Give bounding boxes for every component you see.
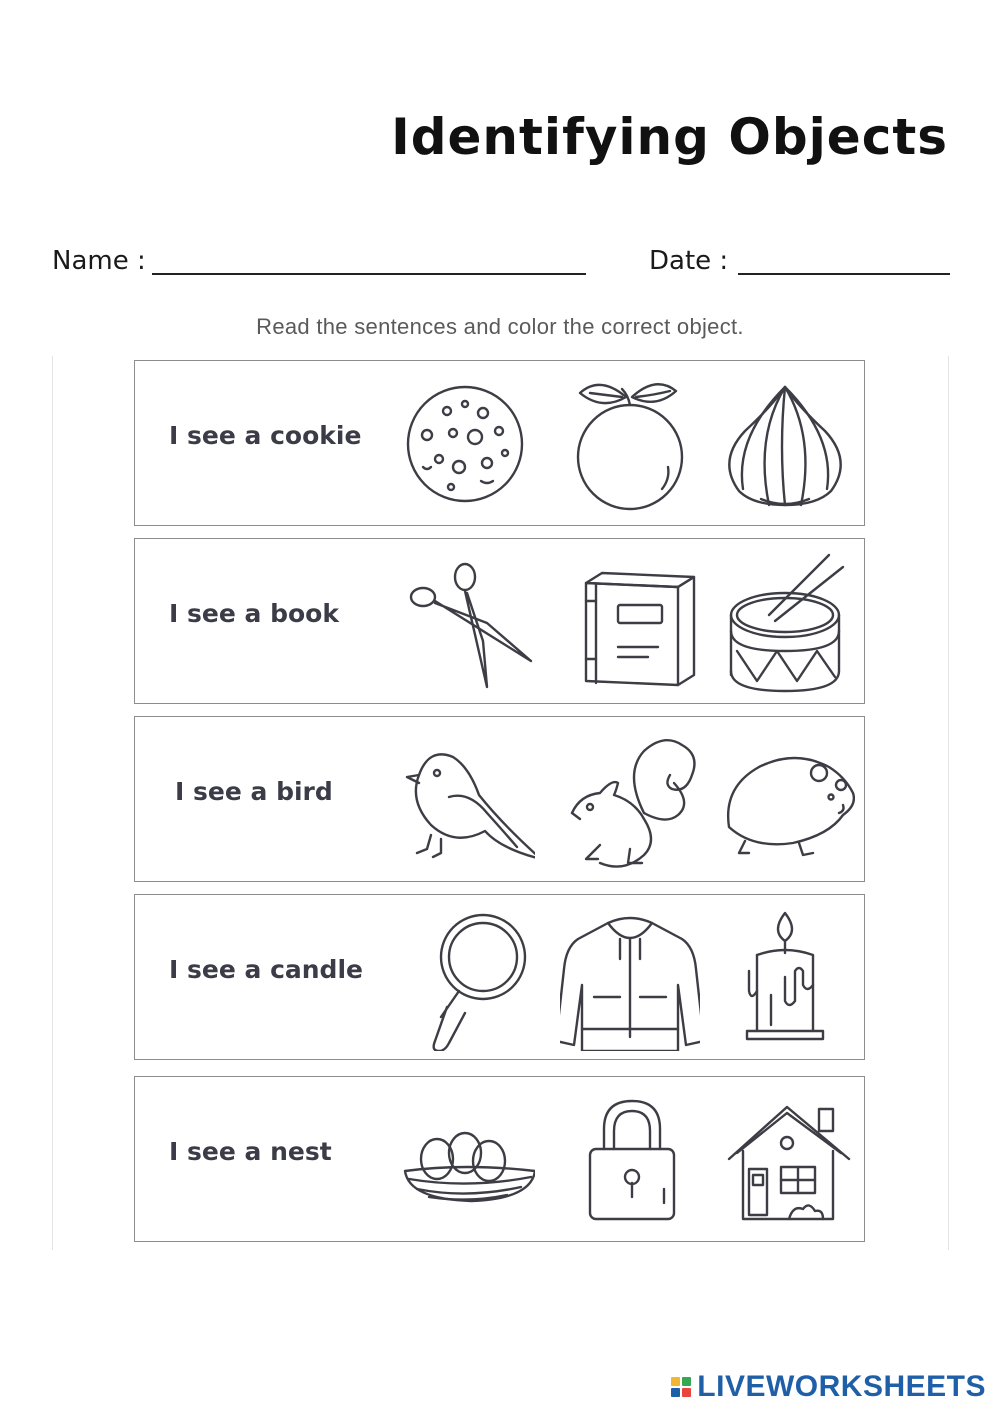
name-line[interactable] [152, 273, 586, 275]
worksheet-title: Identifying Objects [391, 108, 948, 166]
frame-right-border [948, 356, 949, 1250]
scissors-icon[interactable] [395, 549, 535, 695]
squirrel-icon[interactable] [560, 727, 700, 873]
jacket-icon[interactable] [560, 905, 700, 1051]
padlock-icon[interactable] [560, 1087, 700, 1233]
instruction-text: Read the sentences and color the correct object. [256, 314, 744, 339]
logo-square-red [682, 1388, 691, 1397]
name-label: Name : [52, 246, 146, 276]
sentence: I see a cookie [169, 421, 362, 450]
sentence: I see a nest [169, 1137, 332, 1166]
sentence: I see a bird [175, 777, 333, 806]
liveworksheets-brand [671, 1370, 986, 1404]
question-row-nest [134, 1076, 865, 1242]
logo-square-blue [671, 1388, 680, 1397]
sentence: I see a candle [169, 955, 363, 984]
house-icon[interactable] [715, 1087, 855, 1233]
logo-square-yellow [671, 1377, 680, 1386]
question-row-cookie [134, 360, 865, 526]
brand-text: LIVEWORKSHEETS [697, 1370, 986, 1403]
liveworksheets-logo-icon [671, 1377, 691, 1397]
question-row-bird [134, 716, 865, 882]
magnifying-glass-icon[interactable] [395, 905, 535, 1051]
logo-square-green [682, 1377, 691, 1386]
question-row-candle [134, 894, 865, 1060]
book-icon[interactable] [560, 549, 700, 695]
nest-icon[interactable] [395, 1087, 535, 1233]
sentence: I see a book [169, 599, 339, 628]
question-row-book [134, 538, 865, 704]
cookie-icon[interactable] [395, 371, 535, 517]
orange-icon[interactable] [560, 371, 700, 517]
frame-left-border [52, 356, 53, 1250]
drum-icon[interactable] [715, 549, 855, 695]
bird-icon[interactable] [395, 727, 535, 873]
date-label: Date : [649, 246, 729, 276]
garlic-icon[interactable] [715, 371, 855, 517]
date-line[interactable] [738, 273, 950, 275]
candle-icon[interactable] [715, 905, 855, 1051]
hamster-icon[interactable] [715, 727, 855, 873]
